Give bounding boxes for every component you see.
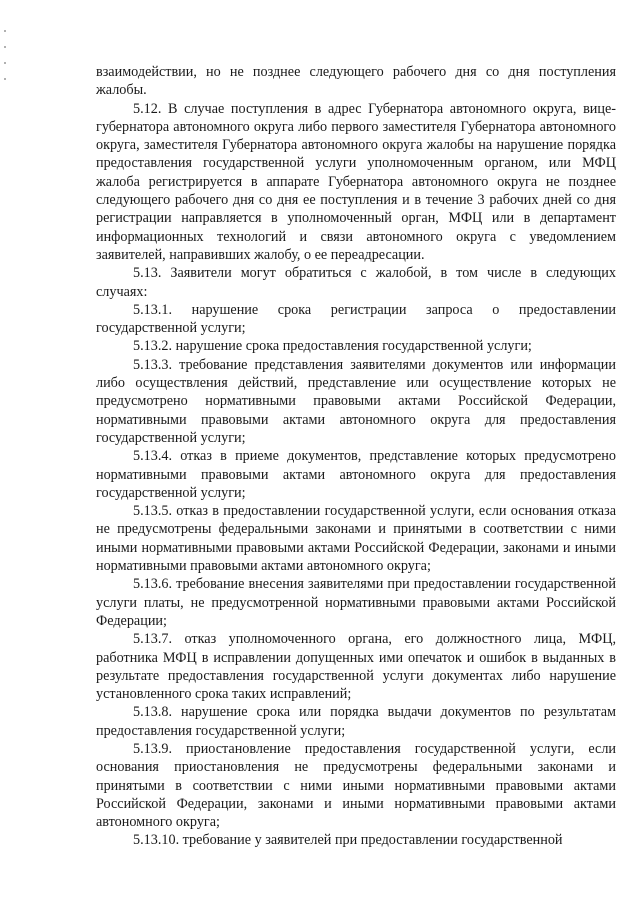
- paragraph-5-13-8: 5.13.8. нарушение срока или порядка выдачи документов по результатам предоставления государственной услуги;: [96, 704, 616, 739]
- paragraph-5-13-4: 5.13.4. отказ в приеме документов, представление которых предусмотрено нормативными правовыми актами автономного округа для предоставления государственной услуги;: [96, 448, 616, 501]
- paragraph-5-13-3: 5.13.3. требование представления заявителями документов или информации либо осуществления действий, представление или осуществление которых не предусмотрено нормативными правовыми актами Российской Федерации, нормативными правовыми актами автономного округа для предоставления государственной услуги;: [96, 356, 616, 446]
- paragraph-5-13: 5.13. Заявители могут обратиться с жалобой, в том числе в следующих случаях:: [96, 265, 616, 300]
- paragraph-continuation: взаимодействии, но не позднее следующего рабочего дня со дня поступления жалобы.: [96, 64, 616, 99]
- paragraph-5-13-2: 5.13.2. нарушение срока предоставления государственной услуги;: [133, 338, 532, 355]
- document-body: [96, 63, 616, 850]
- paragraph-5-12: 5.12. В случае поступления в адрес Губернатора автономного округа, вице-губернатора автономного округа либо первого заместителя Губернатора автономного округа, заместителя Губернатора автономного округа жалобы на нарушение порядка предоставления государственной услуги уполномоченным органом, или МФЦ жалоба регистрируется в аппарате Губернатора автономного округа не позднее следующего рабочего дня со дня ее поступления и в течение 3 рабочих дней со дня регистрации направляется в уполномоченный орган, МФЦ или в департамент информационных технологий и связи автономного округа с уведомлением заявителей, направивших жалобу, о ее переадресации.: [96, 100, 616, 263]
- paragraph-5-13-6: 5.13.6. требование внесения заявителями при предоставлении государственной услуги платы, не предусмотренной нормативными правовыми актами Российской Федерации;: [96, 576, 616, 629]
- margin-scan-marks: [4, 30, 8, 150]
- paragraph-5-13-10: 5.13.10. требование у заявителей при предоставлении государственной: [133, 832, 563, 849]
- paragraph-5-13-5: 5.13.5. отказ в предоставлении государственной услуги, если основания отказа не предусмотрены федеральными законами и принятыми в соответствии с ними иными нормативными правовыми актами Российской Федерации, законами и иными нормативными правовыми актами автономного округа;: [96, 503, 616, 575]
- paragraph-5-13-9: 5.13.9. приостановление предоставления государственной услуги, если основания приостановления не предусмотрены федеральными законами и принятыми в соответствии с ними иными нормативными правовыми актами Российской Федерации, законами и иными нормативными правовыми актами автономного округа;: [96, 740, 616, 831]
- paragraph-5-13-1: 5.13.1. нарушение срока регистрации запроса о предоставлении государственной услуги;: [96, 301, 616, 337]
- paragraph-5-13-7: 5.13.7. отказ уполномоченного органа, его должностного лица, МФЦ, работника МФЦ в исправлении допущенных ими опечаток и ошибок в выданных в результате предоставления государственной услуги документах либо нарушение установленного срока таких исправлений;: [96, 631, 616, 703]
